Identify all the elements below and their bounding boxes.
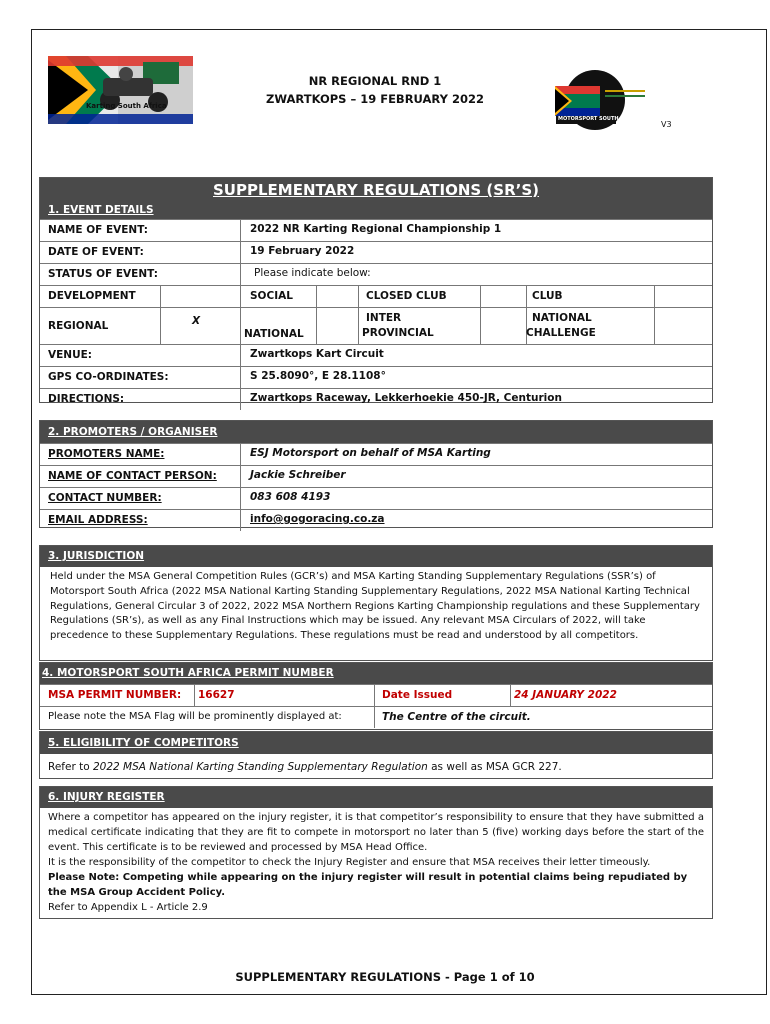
header-line-1: NR REGIONAL RND 1	[308, 74, 442, 88]
injury-register-section	[39, 786, 713, 919]
event-name-value: 2022 NR Karting Regional Championship 1	[250, 223, 502, 235]
event-date-label: DATE OF EVENT:	[48, 246, 144, 258]
eligibility-heading: 5. ELIGIBILITY OF COMPETITORS	[40, 732, 712, 754]
flag-row	[40, 706, 712, 728]
status-closed-club: CLOSED CLUB	[366, 290, 447, 302]
flag-text: Please note the MSA Flag will be prominently displayed at:	[48, 711, 342, 722]
event-header	[245, 72, 505, 108]
gps-row	[40, 366, 712, 388]
event-status-value: Please indicate below:	[254, 267, 371, 279]
status-national: NATIONAL	[244, 328, 304, 340]
status-options-row-1	[40, 285, 712, 307]
date-issued-value: 24 JANUARY 2022	[514, 689, 617, 701]
email-row	[40, 509, 712, 531]
directions-label: DIRECTIONS:	[48, 393, 125, 405]
motorsport-south-africa-logo	[520, 64, 645, 130]
email-value[interactable]: info@gogoracing.co.za	[250, 513, 385, 525]
injury-paragraph-4: Refer to Appendix L - Article 2.9	[48, 902, 208, 913]
venue-value: Zwartkops Kart Circuit	[250, 348, 384, 360]
injury-paragraph-1: Where a competitor has appeared on the injury register, it is that competitor’s responsibility to ensure that they have submitted a medical certificate indicating that they are fit to compete in motorsport no later than 5 (five) working days before the start of the event. This certificate is to be reviewed and processed by MSA Head Office.	[48, 812, 704, 853]
status-development: DEVELOPMENT	[48, 290, 136, 302]
contact-number-value: 083 608 4193	[250, 491, 331, 503]
gps-value: S 25.8090°, E 28.1108°	[250, 370, 386, 382]
status-national-challenge-line-1: NATIONAL	[532, 312, 592, 324]
status-options-row-2	[40, 307, 712, 344]
event-date-row	[40, 241, 712, 263]
injury-heading: 6. INJURY REGISTER	[40, 787, 712, 808]
contact-person-row	[40, 465, 712, 487]
status-club: CLUB	[532, 290, 563, 302]
promoters-section	[39, 420, 713, 528]
status-national-challenge-line-2: CHALLENGE	[526, 327, 596, 339]
karting-south-africa-logo	[48, 56, 193, 124]
header-line-2: ZWARTKOPS – 19 FEBRUARY 2022	[265, 92, 485, 106]
status-inter-provincial-line-1: INTER	[366, 312, 402, 324]
permit-heading: 4. MOTORSPORT SOUTH AFRICA PERMIT NUMBER	[40, 663, 712, 684]
permit-number-value: 16627	[198, 689, 235, 701]
status-regional: REGIONAL	[48, 320, 109, 332]
date-issued-label: Date Issued	[382, 689, 453, 701]
gps-label: GPS CO-ORDINATES:	[48, 371, 169, 383]
event-details-heading-bar	[40, 202, 712, 219]
contact-number-label: CONTACT NUMBER:	[48, 492, 162, 504]
page-footer: SUPPLEMENTARY REGULATIONS - Page 1 of 10	[235, 970, 535, 984]
event-status-label: STATUS OF EVENT:	[48, 268, 158, 280]
status-social: SOCIAL	[250, 290, 293, 302]
eligibility-text-post: as well as MSA GCR 227.	[427, 761, 562, 773]
contact-person-value: Jackie Schreiber	[250, 469, 346, 481]
event-details-heading: 1. EVENT DETAILS	[48, 204, 154, 216]
document-title: SUPPLEMENTARY REGULATIONS (SR’S)	[40, 178, 712, 202]
version-label: V3	[661, 120, 672, 129]
directions-row	[40, 388, 712, 410]
eligibility-text	[40, 754, 712, 778]
event-status-row	[40, 263, 712, 285]
promoter-name-label: PROMOTERS NAME:	[48, 448, 165, 460]
promoter-name-value: ESJ Motorsport on behalf of MSA Karting	[250, 447, 491, 459]
jurisdiction-section	[39, 545, 713, 661]
jurisdiction-text: Held under the MSA General Competition Rules (GCR’s) and MSA Karting Standing Supplementary Regulations (SSR’s) of Motorsport South Africa (2022 MSA National Karting Standing Supplementary Regulations, 2022 MSA National Karting Technical Regulations, General Circular 3 of 2022, 2022 MSA Northern Regions Karting Championship regulations and these Supplementary Regulations (SR’s), as well as any Final Instructions which may be issued. Any relevant MSA Circulars of 2022, will take precedence to these Supplementary Regulations. These regulations must be read and understood by all competitors.	[50, 571, 700, 642]
event-name-label: NAME OF EVENT:	[48, 224, 148, 236]
left-logo-text: Karting South Africa	[86, 102, 167, 110]
permit-number-label: MSA PERMIT NUMBER:	[48, 689, 182, 701]
status-inter-provincial-line-2: PROVINCIAL	[362, 327, 434, 339]
injury-paragraph-2: It is the responsibility of the competitor to check the Injury Register and ensure that MSA receives their letter timeously.	[48, 857, 651, 868]
promoters-heading: 2. PROMOTERS / ORGANISER	[40, 421, 712, 443]
right-logo-text: MOTORSPORT SOUTH AFRICA	[558, 116, 641, 122]
jurisdiction-heading: 3. JURISDICTION	[40, 546, 712, 567]
event-details-section	[39, 177, 713, 403]
email-label: EMAIL ADDRESS:	[48, 514, 148, 526]
venue-label: VENUE:	[48, 349, 92, 361]
eligibility-text-pre: Refer to	[48, 761, 93, 773]
eligibility-section	[39, 731, 713, 779]
permit-section	[39, 662, 713, 730]
directions-value: Zwartkops Raceway, Lekkerhoekie 450-JR, Centurion	[250, 392, 562, 404]
promoter-name-row	[40, 443, 712, 465]
permit-number-row	[40, 684, 712, 706]
flag-location: The Centre of the circuit.	[382, 711, 531, 723]
venue-row	[40, 344, 712, 366]
event-date-value: 19 February 2022	[250, 245, 355, 257]
injury-paragraph-3: Please Note: Competing while appearing on the injury register will result in potential claims being repudiated by the MSA Group Accident Policy.	[48, 872, 688, 898]
eligibility-regulation-ref: 2022 MSA National Karting Standing Supplementary Regulation	[92, 761, 428, 773]
contact-person-label: NAME OF CONTACT PERSON:	[48, 470, 217, 482]
status-regional-mark: X	[192, 315, 201, 327]
contact-number-row	[40, 487, 712, 509]
event-name-row	[40, 219, 712, 241]
